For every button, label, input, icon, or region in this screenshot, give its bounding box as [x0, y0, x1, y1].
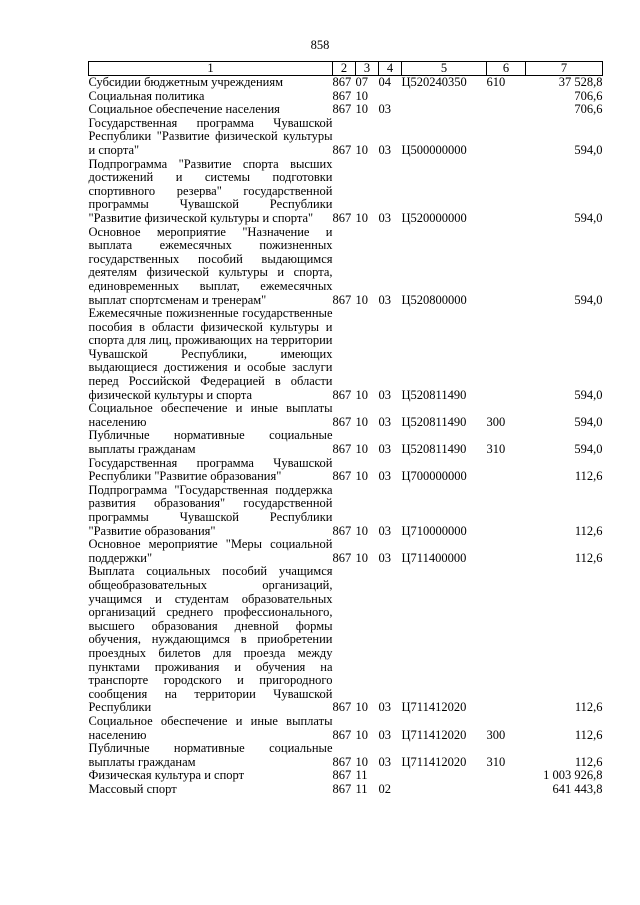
subsection-code-cell: 03: [378, 210, 391, 225]
subsection-code-cell: 03: [378, 550, 391, 565]
ministry-code-cell: 867: [332, 469, 352, 484]
ministry-code-cell: 867: [332, 768, 352, 783]
target-article-cell: [402, 769, 487, 783]
row-name-cell: Субсидии бюджетным учреждениям: [88, 75, 284, 89]
section-code-cell: 10: [355, 142, 368, 157]
row-name-cell: Основное мероприятие "Меры социальной поддержки": [88, 537, 333, 565]
subsection-code-cell: [379, 90, 402, 104]
subsection-code-cell: 03: [378, 102, 391, 117]
row-name-cell: Подпрограмма "Развитие спорта высших достижений и системы подготовки спортивного резерва" государственной программы Чувашской Республики "Развитие физической культуры и спорта": [88, 156, 333, 225]
table-row: [89, 538, 603, 565]
ministry-code-cell: 867: [332, 754, 352, 769]
expense-type-cell: 300: [486, 414, 506, 429]
subsection-code-cell: 03: [378, 727, 391, 742]
row-name-cell: Публичные нормативные социальные выплаты гражданам: [88, 741, 333, 769]
subsection-code-cell: 04: [378, 75, 391, 89]
row-name-cell: Массовый спорт: [88, 781, 177, 796]
column-header-2: 2: [333, 62, 356, 76]
subsection-code-cell: 03: [378, 292, 391, 307]
amount-cell: 594,0: [574, 142, 603, 157]
subsection-code-cell: 03: [378, 142, 391, 157]
amount-cell: 112,6: [574, 469, 603, 484]
expense-type-cell: 610: [486, 75, 506, 89]
budget-table: [88, 61, 603, 796]
ministry-code-cell: 867: [332, 387, 352, 402]
table-row: [89, 226, 603, 308]
ministry-code-cell: 867: [332, 142, 352, 157]
section-code-cell: 10: [355, 700, 368, 715]
column-header-7: 7: [526, 62, 603, 76]
row-name-cell: Ежемесячные пожизненные государственные пособия в области физической культуры и спорта для лиц, проживающих на территории Чувашской Республики, имеющих выдающиеся достижения и особые заслуги перед Российской Федерацией в области физической культуры и спорта: [88, 306, 333, 402]
amount-cell: 112,6: [574, 700, 603, 715]
target-article-cell: Ц520000000: [401, 210, 467, 225]
section-code-cell: 10: [355, 292, 368, 307]
table-row: [89, 742, 603, 769]
target-article-cell: [402, 103, 487, 117]
amount-cell: 706,6: [574, 102, 603, 117]
subsection-code-cell: 03: [378, 469, 391, 484]
target-article-cell: Ц520240350: [401, 75, 467, 89]
subsection-code-cell: [379, 769, 402, 783]
row-name-cell: Государственная программа Чувашской Республики "Развитие физической культуры и спорта": [88, 115, 333, 157]
row-name-cell: Государственная программа Чувашской Республики "Развитие образования": [88, 455, 333, 484]
amount-cell: 594,0: [574, 210, 603, 225]
row-name-cell: Социальное обеспечение и иные выплаты населению: [88, 713, 333, 742]
amount-cell: 594,0: [574, 387, 603, 402]
row-name-cell: Социальное обеспечение населения: [88, 102, 280, 117]
section-code-cell: 10: [355, 442, 368, 457]
page-number: 858: [310, 38, 330, 52]
column-header-3: 3: [356, 62, 379, 76]
section-code-cell: 10: [355, 523, 368, 538]
table-row: [89, 76, 603, 90]
expense-type-cell: [487, 117, 526, 158]
section-code-cell: 10: [355, 210, 368, 225]
expense-type-cell: [487, 103, 526, 117]
table-row: [89, 783, 603, 797]
amount-cell: 112,6: [574, 550, 603, 565]
amount-cell: 706,6: [574, 88, 603, 103]
subsection-code-cell: 03: [378, 523, 391, 538]
row-name-cell: Социальное обеспечение и иные выплаты населению: [88, 401, 333, 429]
expense-type-cell: [487, 783, 526, 797]
expense-type-cell: [487, 565, 526, 715]
amount-cell: 112,6: [574, 727, 603, 742]
target-article-cell: Ц711412020: [401, 727, 467, 742]
target-article-cell: Ц500000000: [401, 142, 467, 157]
table-row: [89, 90, 603, 104]
ministry-code-cell: 867: [332, 442, 352, 457]
section-code-cell: 10: [355, 754, 368, 769]
amount-cell: 1 003 926,8: [543, 768, 603, 783]
expense-type-cell: [487, 158, 526, 226]
target-article-cell: Ц520811490: [401, 414, 467, 429]
expense-type-cell: [487, 457, 526, 484]
expense-type-cell: [487, 90, 526, 104]
ministry-code-cell: 867: [332, 414, 352, 429]
section-code-cell: 10: [355, 102, 368, 117]
ministry-code-cell: 867: [332, 88, 352, 103]
target-article-cell: Ц520811490: [401, 387, 467, 402]
expense-type-cell: [487, 226, 526, 308]
subsection-code-cell: 03: [378, 414, 391, 429]
subsection-code-cell: 03: [378, 754, 391, 769]
amount-cell: 594,0: [574, 292, 603, 307]
ministry-code-cell: 867: [332, 102, 352, 117]
column-header-1: 1: [89, 62, 333, 76]
section-code-cell: 10: [355, 550, 368, 565]
row-name-cell: Социальная политика: [88, 88, 205, 103]
ministry-code-cell: 867: [332, 210, 352, 225]
section-code-cell: 11: [355, 768, 368, 783]
table-row: [89, 117, 603, 158]
target-article-cell: Ц520800000: [401, 292, 467, 307]
expense-type-cell: 300: [486, 727, 506, 742]
ministry-code-cell: 867: [332, 781, 352, 796]
ministry-code-cell: 867: [332, 523, 352, 538]
ministry-code-cell: 867: [332, 550, 352, 565]
table-row: [89, 565, 603, 715]
amount-cell: 594,0: [574, 414, 603, 429]
table-row: [89, 103, 603, 117]
header-row: [89, 62, 603, 76]
table-row: [89, 429, 603, 456]
row-name-cell: Основное мероприятие "Назначение и выплата ежемесячных пожизненных государственных пособий выдающимся деятелям физической культуры и спорта, единовременных выплат, ежемесячных выплат спортсменам и тренерам": [88, 224, 333, 307]
target-article-cell: Ц710000000: [401, 523, 467, 538]
amount-cell: 112,6: [574, 754, 603, 769]
target-article-cell: Ц700000000: [401, 469, 467, 484]
amount-cell: 112,6: [574, 523, 603, 538]
expense-type-cell: [487, 484, 526, 538]
table-row: [89, 769, 603, 783]
ministry-code-cell: 867: [332, 292, 352, 307]
expense-type-cell: [487, 307, 526, 402]
table-row: [89, 158, 603, 226]
section-code-cell: 10: [355, 88, 368, 103]
section-code-cell: 10: [355, 469, 368, 484]
row-name-cell: Подпрограмма "Государственная поддержка развития образования" государственной программы Чувашской Республики "Развитие образования": [88, 482, 333, 538]
row-name-cell: Выплата социальных пособий учащимся общеобразовательных организаций, учащимся и студентам образовательных организаций среднего профессионального, высшего образования дневной формы обучения, нуждающимся в приобретении проездных билетов для проезда между пунктами проживания и обучения на транспорте городского и пригородного сообщения на территории Чувашской Республики: [88, 564, 333, 715]
section-code-cell: 10: [355, 414, 368, 429]
section-code-cell: 10: [355, 387, 368, 402]
table-row: [89, 715, 603, 742]
expense-type-cell: 310: [486, 442, 506, 457]
subsection-code-cell: 02: [378, 781, 391, 796]
section-code-cell: 10: [355, 727, 368, 742]
table-row: [89, 457, 603, 484]
subsection-code-cell: 03: [378, 700, 391, 715]
row-name-cell: Публичные нормативные социальные выплаты гражданам: [88, 428, 333, 457]
column-header-5: 5: [402, 62, 487, 76]
target-article-cell: Ц711412020: [401, 700, 467, 715]
target-article-cell: Ц520811490: [401, 442, 467, 457]
expense-type-cell: [487, 769, 526, 783]
section-code-cell: 11: [355, 781, 368, 796]
subsection-code-cell: 03: [378, 442, 391, 457]
table-row: [89, 307, 603, 402]
target-article-cell: Ц711400000: [401, 550, 467, 565]
row-name-cell: Физическая культура и спорт: [88, 768, 245, 783]
amount-cell: 37 528,8: [558, 75, 603, 89]
ministry-code-cell: 867: [332, 700, 352, 715]
target-article-cell: [402, 783, 487, 797]
target-article-cell: [402, 90, 487, 104]
expense-type-cell: 310: [486, 754, 506, 769]
table-row: [89, 484, 603, 538]
column-header-6: 6: [487, 62, 526, 76]
amount-cell: 594,0: [574, 442, 603, 457]
table-row: [89, 402, 603, 429]
amount-cell: 641 443,8: [552, 781, 603, 796]
target-article-cell: Ц711412020: [401, 754, 467, 769]
expense-type-cell: [487, 538, 526, 565]
subsection-code-cell: 03: [378, 387, 391, 402]
table-body: [89, 76, 603, 797]
ministry-code-cell: 867: [332, 75, 352, 89]
ministry-code-cell: 867: [332, 727, 352, 742]
column-header-4: 4: [379, 62, 402, 76]
section-code-cell: 07: [355, 75, 368, 89]
